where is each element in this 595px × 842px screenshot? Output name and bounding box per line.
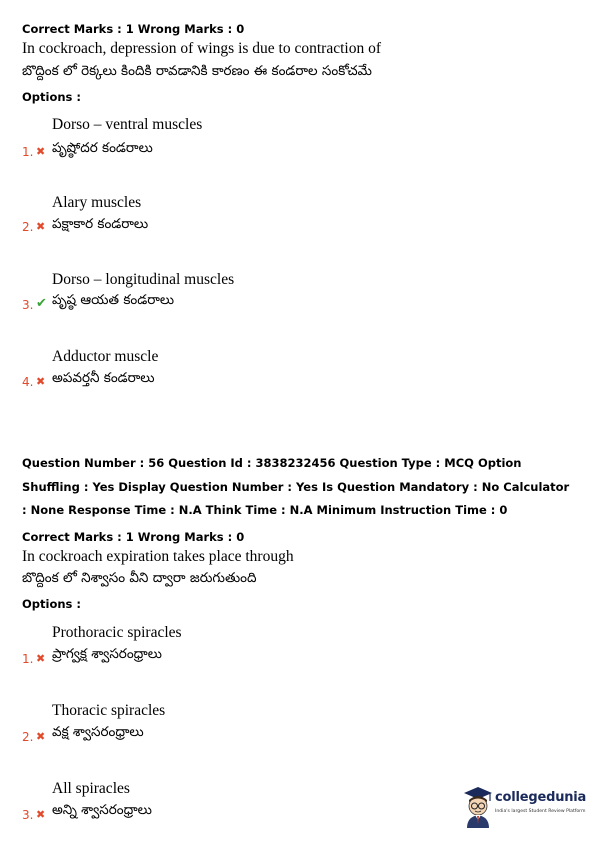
graduate-mascot-icon — [462, 784, 494, 828]
option-number: 1. — [22, 145, 34, 159]
q1-options-label: Options : — [22, 90, 81, 104]
check-icon: ✔ — [36, 296, 47, 311]
option-text-en: All spiracles — [52, 780, 130, 797]
option-text-en: Adductor muscle — [52, 348, 159, 365]
collegedunia-logo — [462, 782, 587, 832]
option-text-en: Prothoracic spiracles — [52, 624, 182, 641]
logo-tagline: India's largest Student Review Platform — [495, 809, 586, 814]
q1-text-en: In cockroach, depression of wings is due to contraction of — [22, 40, 381, 57]
q1-text-te: బొద్దింక లో రెక్కలు కిందికి రావడానికి కారణం ఈ కండరాల సంకోచమే — [22, 63, 372, 79]
option-number: 3. — [22, 298, 34, 312]
option-number: 4. — [22, 375, 34, 389]
option-text-te: అపవర్తనీ కండరాలు — [52, 370, 155, 386]
option-text-te: పక్షాకార కండరాలు — [52, 216, 149, 232]
option-text-en: Alary muscles — [52, 194, 142, 211]
cross-icon: ✖ — [36, 730, 46, 743]
option-text-te: పృష్ఠోదర కండరాలు — [52, 140, 153, 156]
cross-icon: ✖ — [36, 808, 46, 821]
q2-marks: Correct Marks : 1 Wrong Marks : 0 — [22, 530, 245, 544]
q1-marks: Correct Marks : 1 Wrong Marks : 0 — [22, 22, 245, 36]
option-text-en: Dorso – longitudinal muscles — [52, 271, 235, 288]
option-number: 1. — [22, 652, 34, 666]
cross-icon: ✖ — [36, 145, 46, 158]
cross-icon: ✖ — [36, 375, 46, 388]
option-number: 3. — [22, 808, 34, 822]
option-text-te: వక్ష శ్వాసరంధ్రాలు — [52, 724, 144, 740]
option-text-te: అన్ని శ్వాసరంధ్రాలు — [52, 802, 152, 818]
q2-options-label: Options : — [22, 597, 81, 611]
option-text-te: ప్రాగ్వక్ష శ్వాసరంధ్రాలు — [52, 646, 162, 662]
q2-text-te: బొద్దింక లో నిశ్వాసం వీని ద్వారా జరుగుతుంది — [22, 570, 257, 586]
option-text-te: పృష్ఠ ఆయత కండరాలు — [52, 292, 175, 308]
cross-icon: ✖ — [36, 220, 46, 233]
logo-name: collegedunia — [495, 790, 587, 805]
q2-meta: Question Number : 56 Question Id : 3838232456 Question Type : MCQ Option Shuffling : Yes Display Question Number : Yes Is Question Mandatory : No Calculator : None Response Time : N.A Think Time : N.A Minimum Instruction Time : 0 — [22, 456, 570, 517]
option-text-en: Thoracic spiracles — [52, 702, 166, 719]
option-text-en: Dorso – ventral muscles — [52, 116, 203, 133]
q2-text-en: In cockroach expiration takes place through — [22, 548, 294, 565]
option-number: 2. — [22, 220, 34, 234]
cross-icon: ✖ — [36, 652, 46, 665]
option-number: 2. — [22, 730, 34, 744]
